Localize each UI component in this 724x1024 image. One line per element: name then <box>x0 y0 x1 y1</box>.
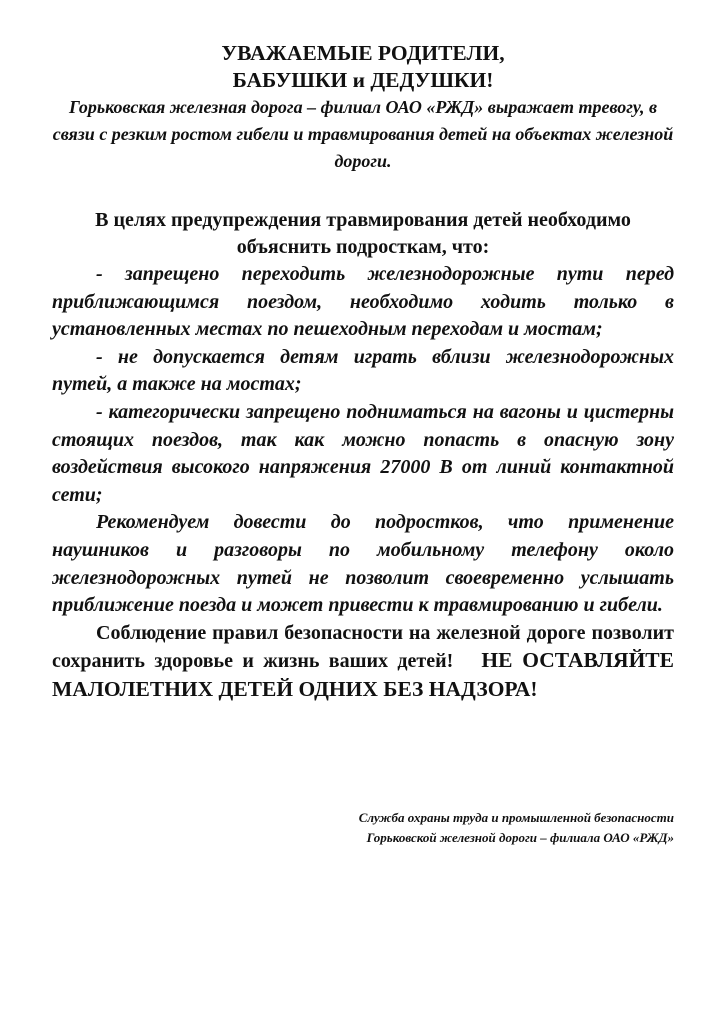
recommendation-paragraph: Рекомендуем довести до подростков, что применение наушников и разговоры по мобильному телефону около железнодорожных путей не позволит своевременно услышать приближение поезда и может привести к травмированию и гибели. <box>52 511 674 617</box>
intro-text: Горьковская железная дорога – филиал ОАО «РЖД» выражает тревогу, в связи с резким ростом гибели и травмирования детей на объектах железной дороги. <box>52 97 674 171</box>
purpose-heading: В целях предупреждения травмирования детей необходимо объяснить подросткам, что: <box>95 209 631 258</box>
title-line-2: БАБУШКИ и ДЕДУШКИ! <box>232 68 494 92</box>
rule-item-1: - запрещено переходить железнодорожные пути перед приближающимся поездом, необходимо ходить только в установленных местах по пешеходным переходам и мостам; <box>52 263 674 341</box>
closing-paragraph <box>52 620 674 705</box>
notice-document <box>52 40 674 705</box>
signature-line-2: Горьковской железной дороги – филиала ОАО «РЖД» <box>366 830 674 845</box>
rule-item-2: - не допускается детям играть вблизи железнодорожных путей, а также на мостах; <box>52 345 674 396</box>
title-line-1: УВАЖАЕМЫЕ РОДИТЕЛИ, <box>221 41 505 65</box>
signature-line-1: Служба охраны труда и промышленной безопасности <box>358 810 674 825</box>
rule-item-3: - категорически запрещено подниматься на вагоны и цистерны стоящих поездов, так как можно попасть в опасную зону воздействия высокого напряжения 27000 В от линий контактной сети; <box>52 400 674 506</box>
signature-block <box>359 808 674 848</box>
closing-text: Соблюдение правил безопасности на железной дороге позволит сохранить здоровье и жизнь ваших детей! <box>52 621 674 673</box>
closing-warning: НЕ ОСТАВЛЯЙТЕ МАЛОЛЕТНИХ ДЕТЕЙ ОДНИХ БЕЗ НАДЗОРА! <box>52 648 674 701</box>
